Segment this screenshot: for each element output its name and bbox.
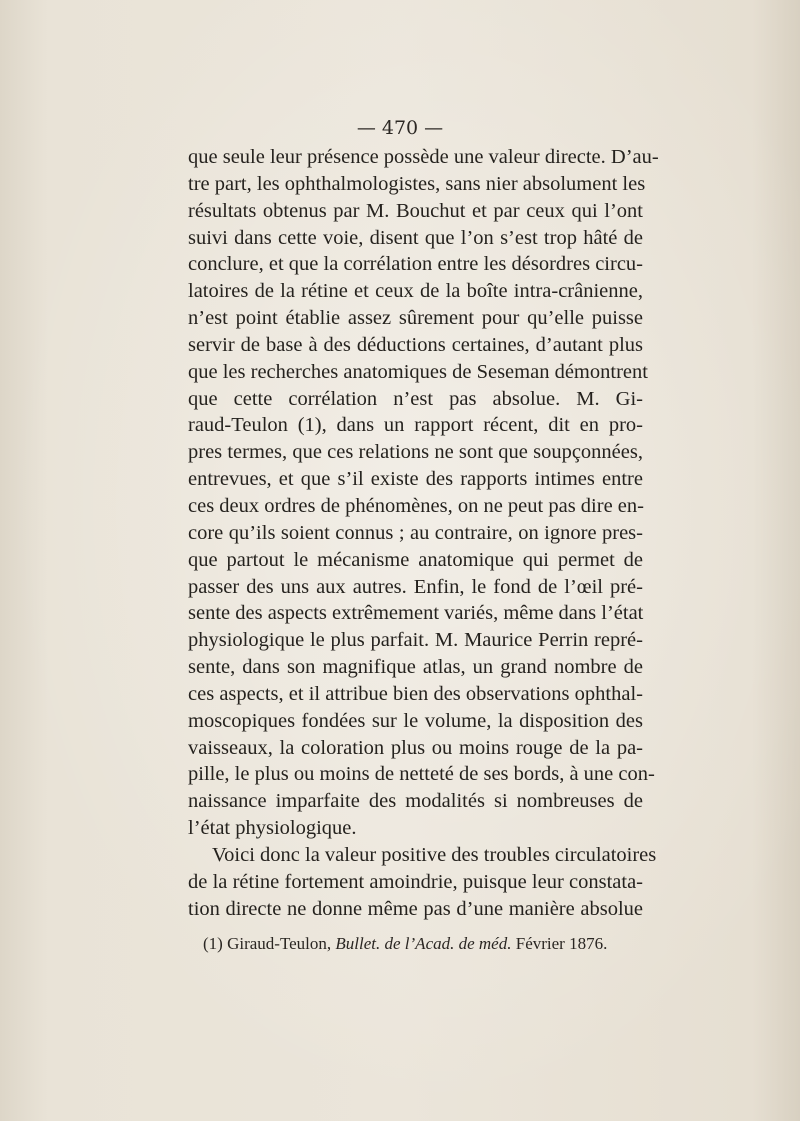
- text-line: suivi dans cette voie, disent que l’on s’est trop hâté de: [188, 226, 643, 249]
- text-line: pres termes, que ces relations ne sont que soupçonnées,: [188, 441, 643, 464]
- footnote-date: Février 1876.: [515, 934, 608, 953]
- text-line: de la rétine fortement amoindrie, puisque leur constata-: [188, 870, 643, 893]
- text-line: entrevues, et que s’il existe des rapports intimes entre: [188, 468, 643, 491]
- text-line: Voici donc la valeur positive des troubles circulatoires: [212, 843, 657, 866]
- text-line: vaisseaux, la coloration plus ou moins rouge de la pa-: [188, 736, 643, 759]
- text-line: que partout le mécanisme anatomique qui permet de: [188, 548, 643, 571]
- body-text: [188, 144, 659, 922]
- text-line: n’est point établie assez sûrement pour qu’elle puisse: [188, 307, 643, 330]
- footnote: [203, 934, 607, 954]
- text-line: que cette corrélation n’est pas absolue. M. Gi-: [188, 387, 643, 410]
- text-line: servir de base à des déductions certaines, d’autant plus: [188, 333, 643, 356]
- text-line: tion directe ne donne même pas d’une manière absolue: [188, 897, 643, 920]
- text-line: que seule leur présence possède une valeur directe. D’au-: [188, 146, 659, 168]
- text-line: sente des aspects extrêmement variés, même dans l’état: [188, 602, 644, 625]
- text-line: que les recherches anatomiques de Seseman démontrent: [188, 360, 648, 383]
- text-line: l’état physiologique.: [188, 817, 357, 840]
- text-line: core qu’ils soient connus ; au contraire, on ignore pres-: [188, 521, 643, 544]
- text-line: conclure, et que la corrélation entre les désordres circu-: [188, 253, 643, 276]
- text-line: latoires de la rétine et ceux de la boîte intra-crânienne,: [188, 280, 643, 303]
- text-line: naissance imparfaite des modalités si nombreuses de: [188, 790, 643, 813]
- text-line: tre part, les ophthalmologistes, sans nier absolument les: [188, 172, 646, 195]
- text-line: moscopiques fondées sur le volume, la disposition des: [188, 709, 643, 732]
- text-line: ces aspects, et il attribue bien des observations ophthal-: [188, 682, 643, 705]
- text-line: pille, le plus ou moins de netteté de ses bords, à une con-: [188, 763, 655, 786]
- text-line: physiologique le plus parfait. M. Maurice Perrin repré-: [188, 629, 643, 652]
- text-line: résultats obtenus par M. Bouchut et par ceux qui l’ont: [188, 199, 643, 222]
- footnote-journal: Bullet. de l’Acad. de méd.: [335, 934, 512, 953]
- footnote-citation: (1) Giraud-Teulon,: [203, 934, 332, 953]
- page-number: — 470 —: [356, 117, 444, 139]
- text-line: sente, dans son magnifique atlas, un grand nombre de: [188, 656, 643, 679]
- text-line: raud-Teulon (1), dans un rapport récent, dit en pro-: [188, 414, 643, 437]
- text-line: ces deux ordres de phénomènes, on ne peut pas dire en-: [188, 494, 644, 517]
- text-line: passer des uns aux autres. Enfin, le fond de l’œil pré-: [188, 575, 643, 598]
